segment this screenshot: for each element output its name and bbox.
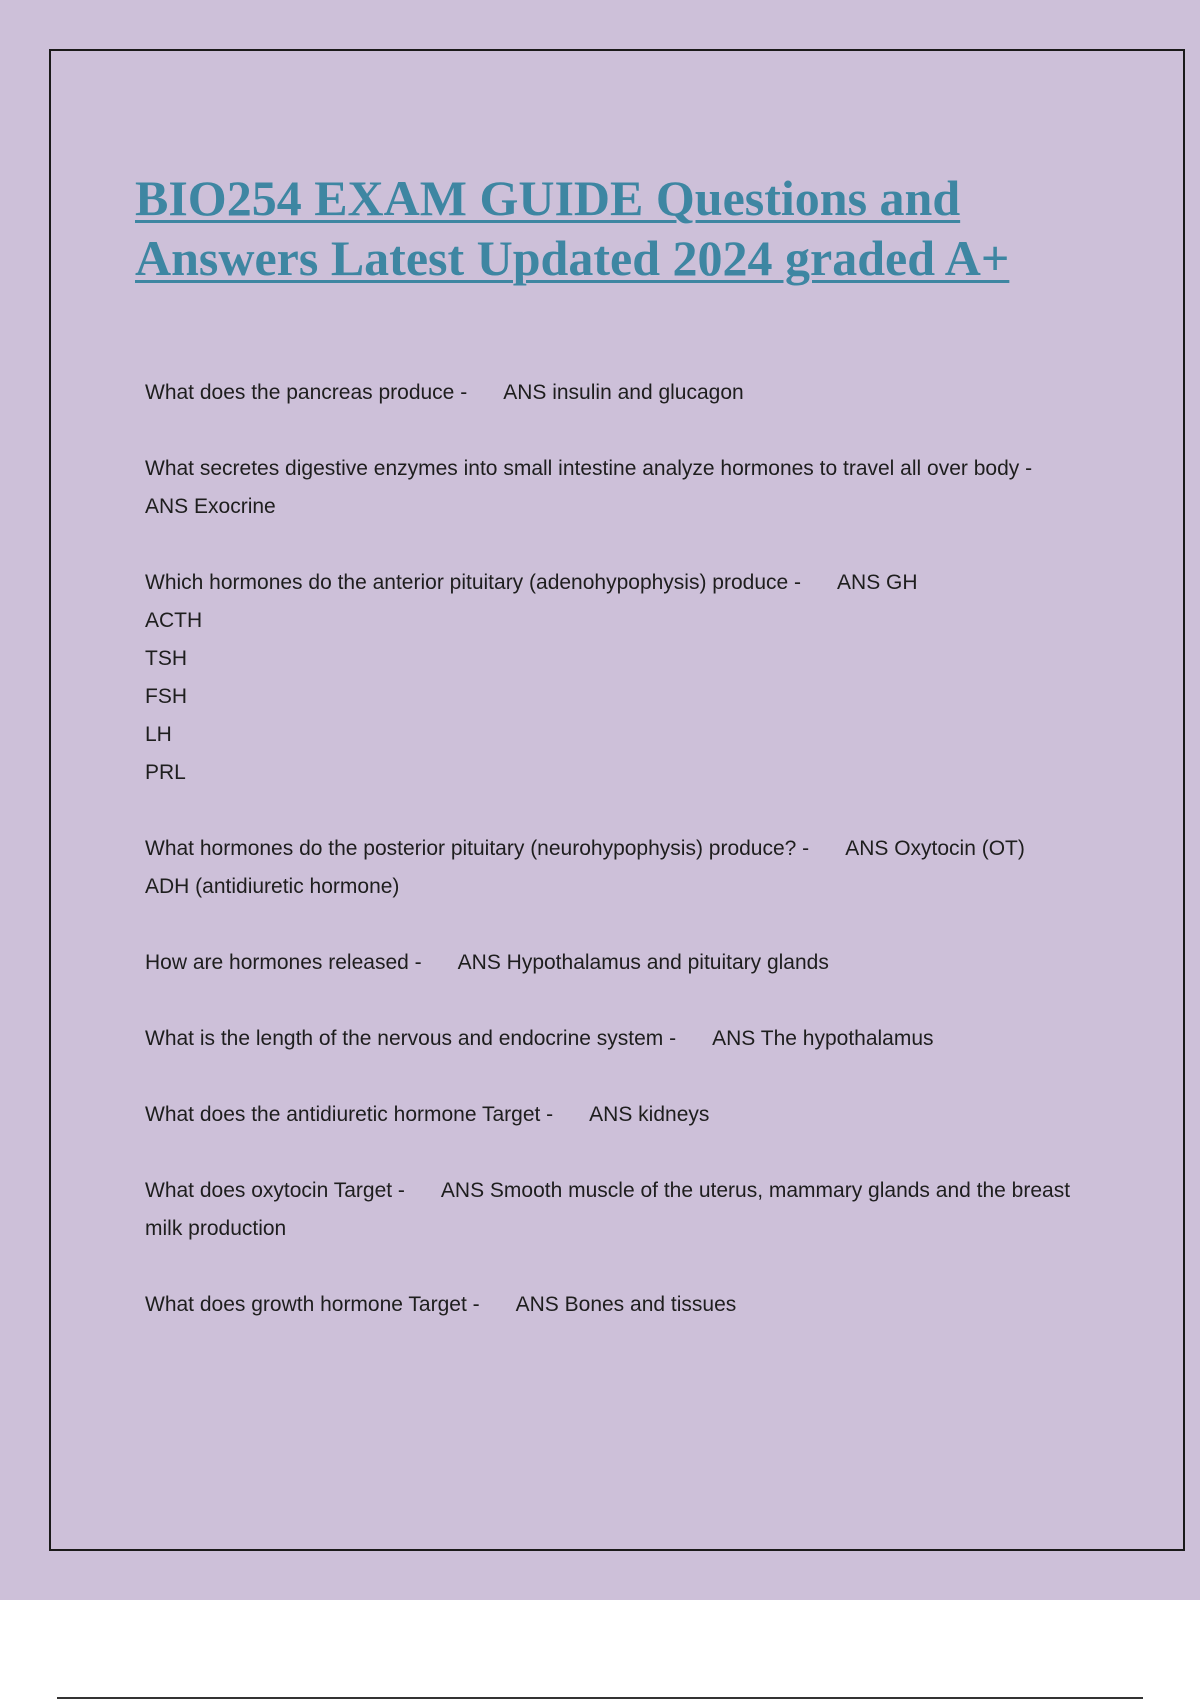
qa-item — [145, 830, 1095, 906]
qa-item — [145, 1286, 1095, 1324]
answer-text: ANS Hypothalamus and pituitary glands — [457, 951, 829, 974]
answer-text: ANS The hypothalamus — [712, 1027, 934, 1050]
answer-line: ADH (antidiuretic hormone) — [145, 875, 400, 898]
answer-text: ANS kidneys — [589, 1103, 710, 1126]
question-text: What does growth hormone Target - — [145, 1293, 480, 1316]
answer-line: TSH — [145, 647, 187, 670]
qa-item — [145, 450, 1095, 526]
footer-rule — [57, 1697, 1143, 1699]
qa-item — [145, 1020, 1095, 1058]
qa-item — [145, 374, 1095, 412]
question-text: What does the pancreas produce - — [145, 381, 468, 404]
question-text: What hormones do the posterior pituitary (neurohypophysis) produce? - — [145, 837, 810, 860]
question-text: Which hormones do the anterior pituitary (adenohypophysis) produce - — [145, 571, 802, 594]
question-text: What secretes digestive enzymes into small intestine analyze hormones to travel all over body - — [145, 457, 1033, 480]
answer-line: ACTH — [145, 609, 203, 632]
answer-text: ANS Bones and tissues — [515, 1293, 737, 1316]
title-line-1: BIO254 EXAM GUIDE Questions and — [135, 170, 961, 226]
qa-list — [145, 374, 1095, 1362]
question-text: How are hormones released - — [145, 951, 422, 974]
qa-item — [145, 564, 1095, 792]
answer-text: ANS GH — [837, 571, 918, 594]
document-title — [135, 168, 1135, 288]
question-text: What does oxytocin Target - — [145, 1179, 405, 1202]
title-line-2: Answers Latest Updated 2024 graded A+ — [135, 230, 1010, 286]
answer-text: ANS Exocrine — [145, 495, 276, 518]
answer-line: LH — [145, 723, 172, 746]
qa-item — [145, 944, 1095, 982]
question-text: What does the antidiuretic hormone Target - — [145, 1103, 554, 1126]
question-text: What is the length of the nervous and endocrine system - — [145, 1027, 677, 1050]
answer-text: ANS Smooth muscle of the uterus, mammary glands and the breast milk production — [145, 1179, 1071, 1240]
qa-item — [145, 1096, 1095, 1134]
answer-line: FSH — [145, 685, 187, 708]
answer-text: ANS Oxytocin (OT) — [845, 837, 1025, 860]
qa-item — [145, 1172, 1095, 1248]
answer-line: PRL — [145, 761, 186, 784]
answer-text: ANS insulin and glucagon — [503, 381, 744, 404]
